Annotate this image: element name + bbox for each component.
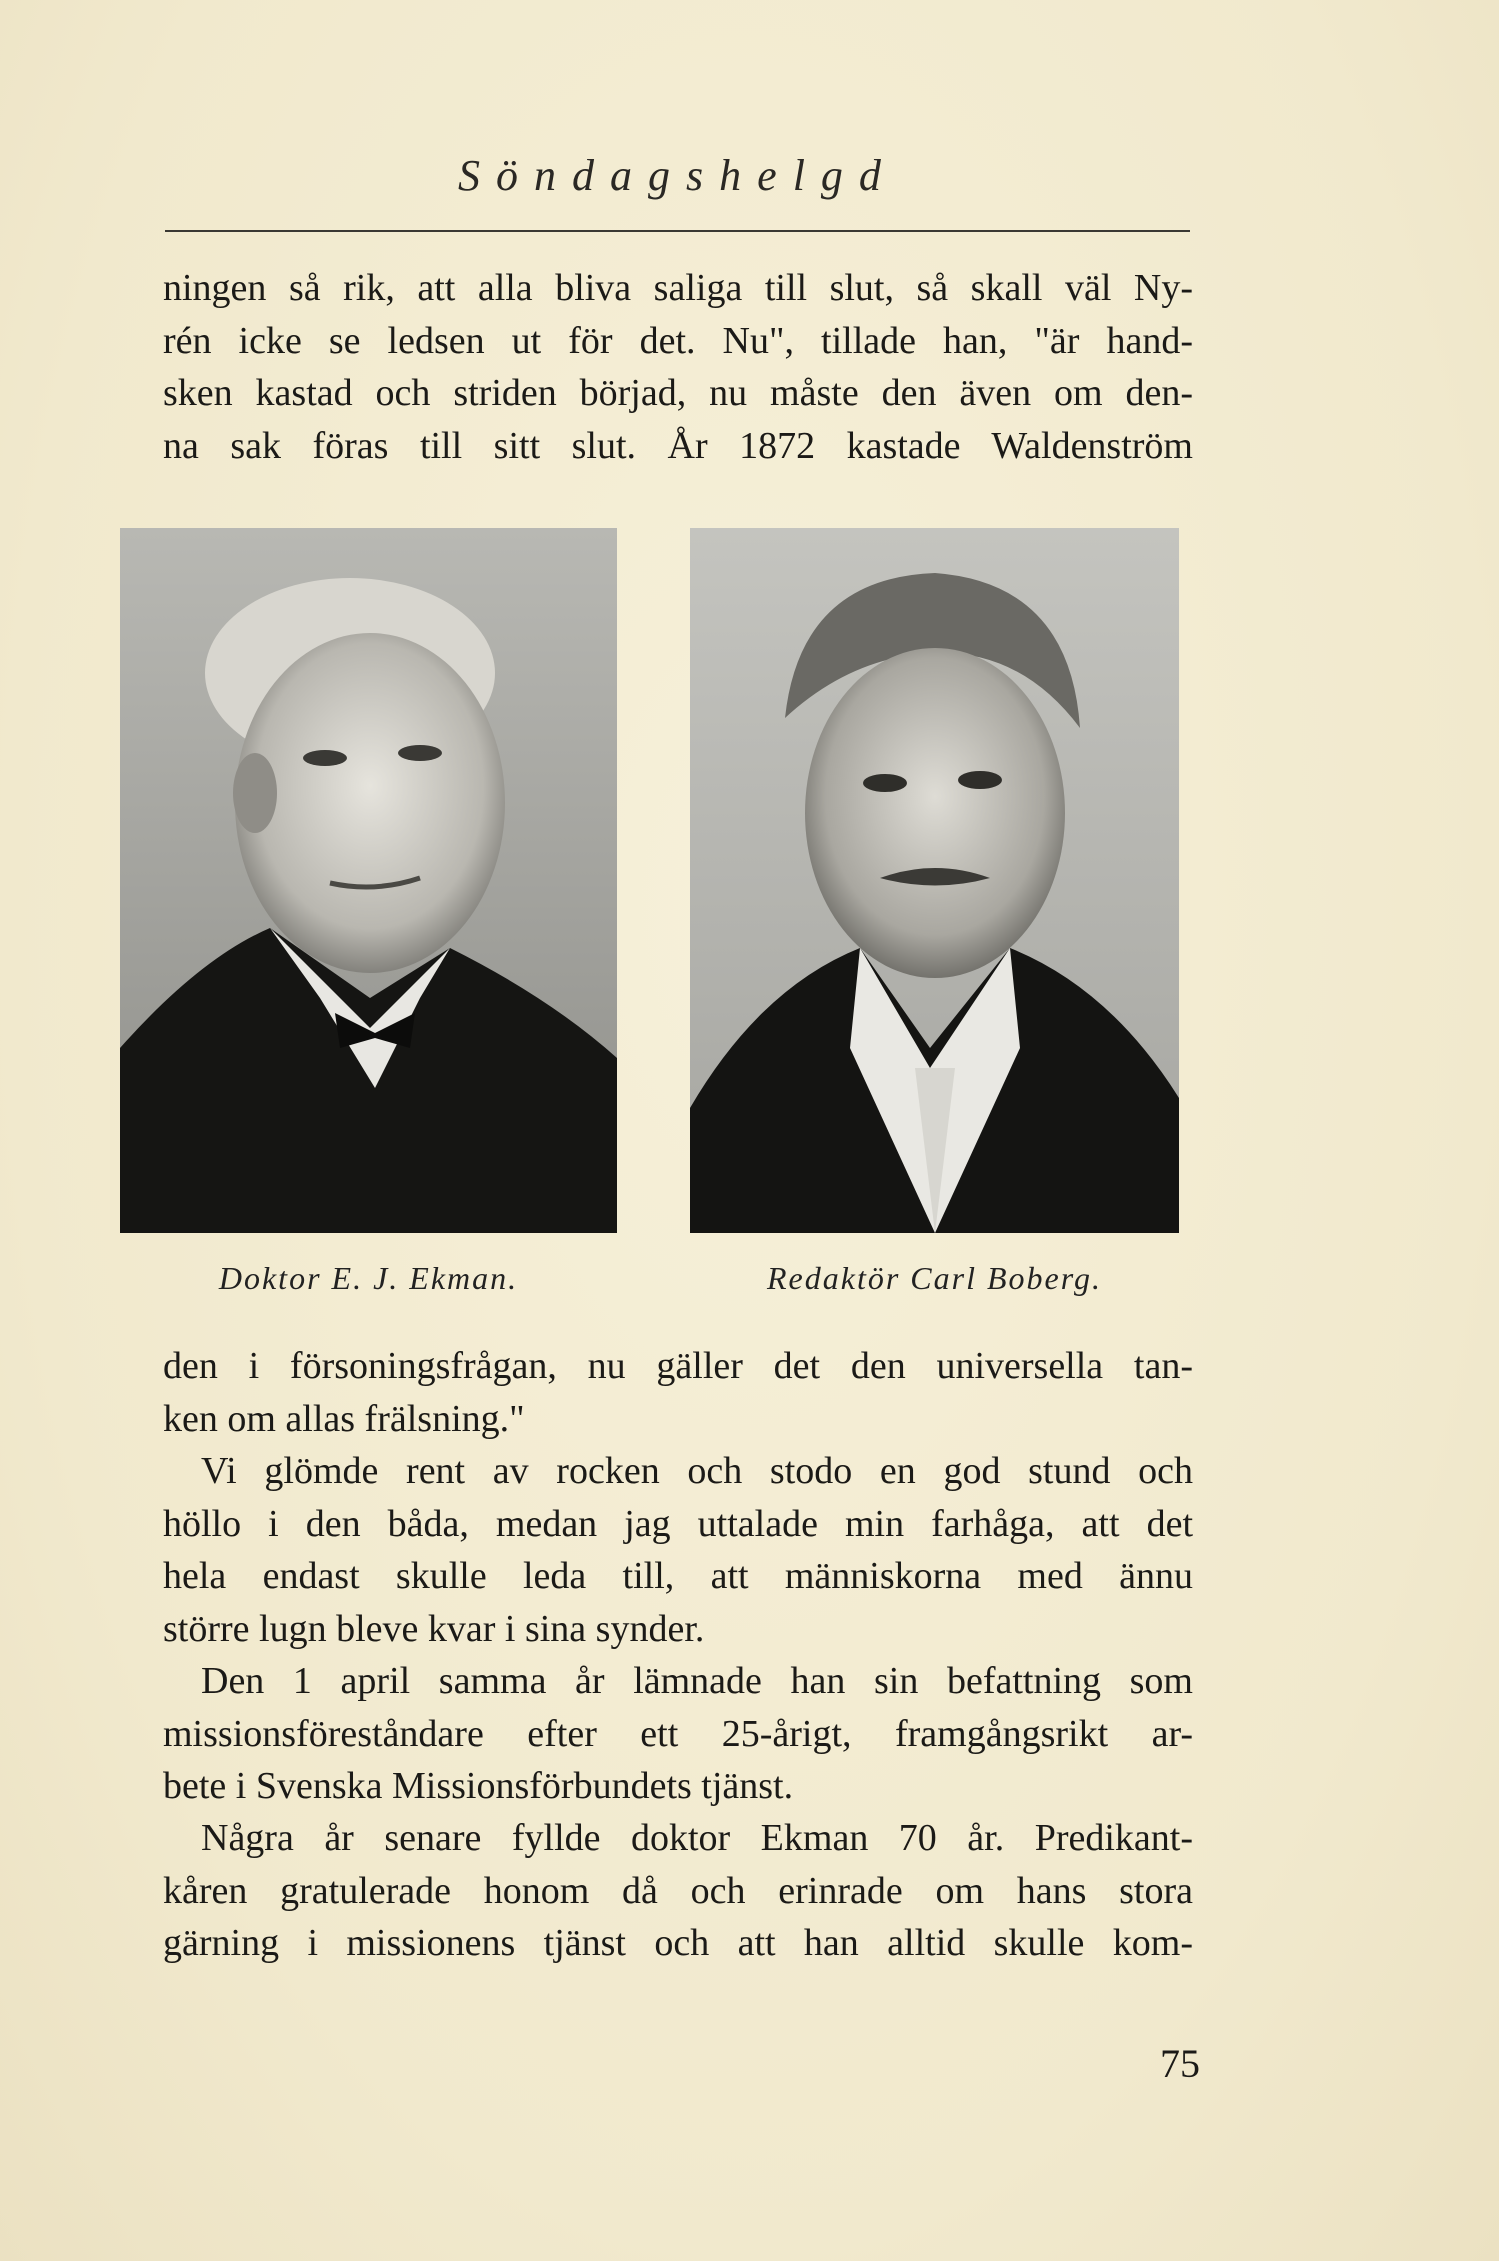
text-line: höllo i den båda, medan jag uttalade min farhåga, att det [163,1502,1193,1545]
paragraph-1 [163,1340,1193,1445]
running-header: Söndagshelgd [458,151,897,200]
text-line: större lugn bleve kvar i sina synder. [163,1607,705,1650]
text-line: den i försoningsfrågan, nu gäller det den universella tan- [163,1345,1193,1387]
text-line: Den 1 april samma år lämnade han sin befattning som [201,1660,1193,1702]
text-line: ningen så rik, att alla bliva saliga till slut, så skall väl Ny- [163,267,1193,309]
top-paragraph [163,262,1193,472]
text-line: kåren gratulerade honom då och erinrade om hans stora [163,1869,1193,1912]
text-line: gärning i missionens tjänst och att han alltid skulle kom- [163,1922,1193,1964]
text-line: na sak föras till sitt slut. År 1872 kastade Waldenström [163,424,1193,467]
paragraph-2 [163,1445,1193,1655]
header-rule [165,230,1190,232]
text-line: hela endast skulle leda till, att människorna med ännu [163,1555,1193,1597]
text-line: ken om allas frälsning." [163,1397,525,1440]
text-line: rén icke se ledsen ut för det. Nu", tillade han, "är hand- [163,319,1193,362]
portrait-boberg [690,528,1179,1233]
portrait-ekman [120,528,617,1233]
text-line: Några år senare fyllde doktor Ekman 70 år. Predikant- [201,1817,1193,1859]
text-line: bete i Svenska Missionsförbundets tjänst. [163,1765,794,1807]
paragraph-3 [163,1655,1193,1813]
page-number: 75 [1160,2041,1200,2086]
text-line: missionsföreståndare efter ett 25-årigt, framgångsrikt ar- [163,1712,1193,1755]
text-line: Vi glömde rent av rocken och stodo en god stund och [201,1450,1193,1492]
caption-left: Doktor E. J. Ekman. [218,1260,519,1296]
text-line: sken kastad och striden börjad, nu måste den även om den- [163,372,1193,414]
caption-right: Redaktör Carl Boberg. [767,1260,1102,1296]
paragraph-4 [163,1812,1193,1970]
